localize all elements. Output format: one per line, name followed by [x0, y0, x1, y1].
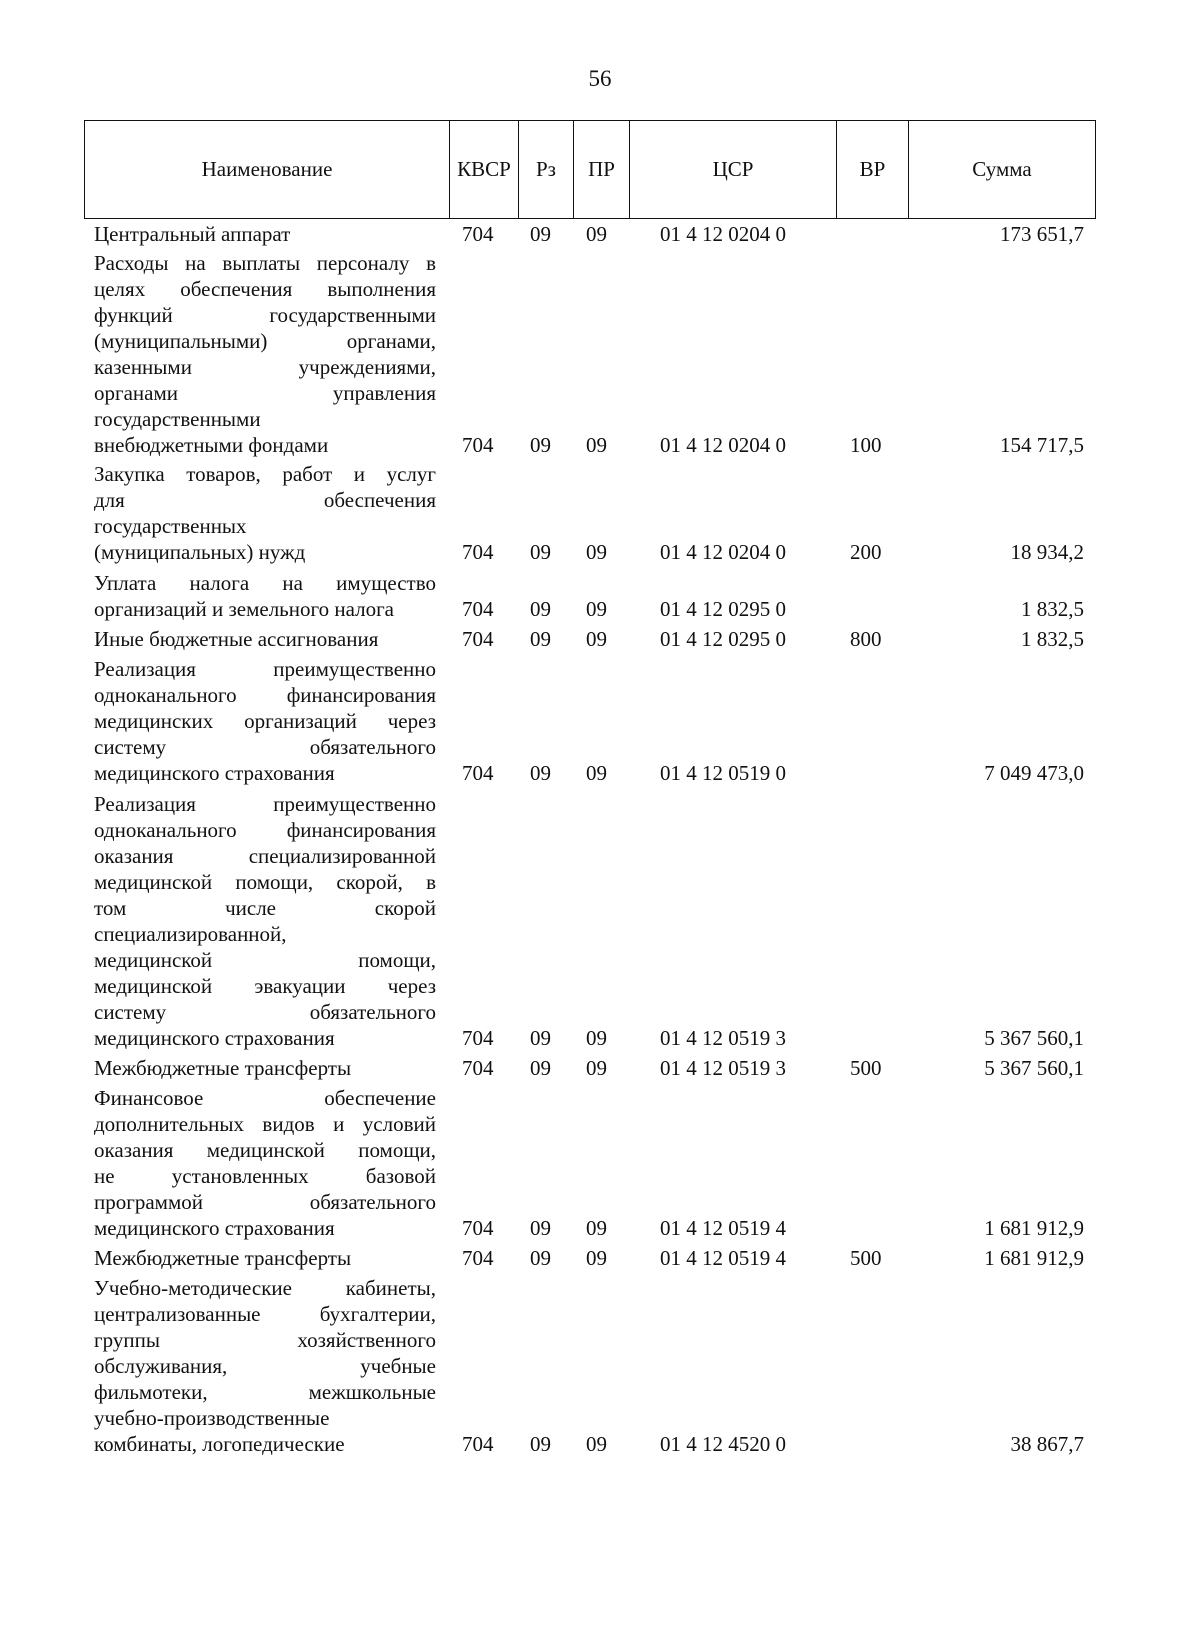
table-row [0, 1275, 1200, 1457]
row-sum: 38 867,7 [1010, 1432, 1084, 1456]
table-header [84, 120, 1096, 219]
row-csr: 01 4 12 0519 4 [660, 1246, 786, 1270]
row-name-line: медицинского страхования [94, 1216, 335, 1240]
row-name-line: одноканального финансирования [94, 683, 436, 707]
row-csr: 01 4 12 0295 0 [660, 597, 786, 621]
row-name-line: медицинской эвакуации через [94, 974, 436, 998]
header-sum: Сумма [908, 121, 1095, 218]
row-name-line: (муниципальными) органами, [94, 329, 436, 353]
header-rz: Рз [518, 121, 573, 218]
row-name [94, 1275, 436, 1457]
table-row [0, 221, 1200, 247]
header-pr: ПР [573, 121, 629, 218]
row-csr: 01 4 12 0519 3 [660, 1026, 786, 1050]
row-kvsr: 704 [462, 1026, 494, 1050]
row-pr: 09 [586, 1432, 607, 1456]
row-name-line: Закупка товаров, работ и услуг [94, 462, 436, 486]
row-name-line: Реализация преимущественно [94, 792, 436, 816]
row-name-line: оказания специализированной [94, 844, 436, 868]
row-name [94, 250, 436, 458]
row-name-line: (муниципальных) нужд [94, 540, 306, 564]
row-pr: 09 [586, 540, 607, 564]
header-vr: ВР [836, 121, 908, 218]
row-pr: 09 [586, 1216, 607, 1240]
row-kvsr: 704 [462, 1056, 494, 1080]
row-name [94, 1245, 436, 1271]
row-name-line: государственных [94, 514, 247, 538]
row-name-line: Учебно-методические кабинеты, [94, 1276, 436, 1300]
row-sum: 173 651,7 [1000, 222, 1084, 246]
row-kvsr: 704 [462, 222, 494, 246]
table-row [0, 461, 1200, 565]
row-sum: 1 832,5 [1021, 627, 1084, 651]
row-rz: 09 [530, 1432, 551, 1456]
row-csr: 01 4 12 0519 0 [660, 761, 786, 785]
row-name-line: для обеспечения [94, 488, 436, 512]
row-name-line: оказания медицинской помощи, [94, 1138, 436, 1162]
row-pr: 09 [586, 1056, 607, 1080]
row-name-line: Финансовое обеспечение [94, 1086, 436, 1110]
row-name-line: Межбюджетные трансферты [94, 1246, 352, 1270]
table-row [0, 1245, 1200, 1271]
row-name-line: целях обеспечения выполнения [94, 277, 436, 301]
row-pr: 09 [586, 761, 607, 785]
row-pr: 09 [586, 433, 607, 457]
row-name-line: Центральный аппарат [94, 222, 291, 246]
row-csr: 01 4 12 0204 0 [660, 540, 786, 564]
row-name [94, 1085, 436, 1241]
row-name-line: специализированной, [94, 922, 287, 946]
row-name [94, 656, 436, 786]
row-vr: 200 [850, 540, 882, 564]
table-row [0, 570, 1200, 622]
row-sum: 7 049 473,0 [984, 761, 1084, 785]
row-name-line: Реализация преимущественно [94, 657, 436, 681]
row-name-line: группы хозяйственного [94, 1328, 436, 1352]
row-rz: 09 [530, 540, 551, 564]
row-pr: 09 [586, 627, 607, 651]
row-kvsr: 704 [462, 597, 494, 621]
row-rz: 09 [530, 761, 551, 785]
row-name-line: организаций и земельного налога [94, 597, 394, 621]
row-name-line: государственными [94, 407, 261, 431]
table-row [0, 626, 1200, 652]
row-name-line: медицинского страхования [94, 761, 335, 785]
row-name [94, 791, 436, 1051]
row-sum: 1 681 912,9 [984, 1246, 1084, 1270]
row-pr: 09 [586, 597, 607, 621]
row-rz: 09 [530, 1216, 551, 1240]
row-name [94, 1055, 436, 1081]
row-name-line: дополнительных видов и условий [94, 1112, 436, 1136]
row-kvsr: 704 [462, 1246, 494, 1270]
row-name-line: систему обязательного [94, 735, 436, 759]
row-name-line: не установленных базовой [94, 1164, 436, 1188]
row-pr: 09 [586, 1026, 607, 1050]
table-row [0, 1085, 1200, 1241]
table-row [0, 656, 1200, 786]
row-name-line: казенными учреждениями, [94, 355, 436, 379]
row-sum: 18 934,2 [1010, 540, 1084, 564]
row-vr: 500 [850, 1246, 882, 1270]
row-pr: 09 [586, 222, 607, 246]
row-rz: 09 [530, 1026, 551, 1050]
row-name-line: обслуживания, учебные [94, 1354, 436, 1378]
row-name [94, 461, 436, 565]
row-name-line: медицинского страхования [94, 1026, 335, 1050]
row-csr: 01 4 12 0204 0 [660, 222, 786, 246]
row-kvsr: 704 [462, 540, 494, 564]
row-name [94, 221, 436, 247]
row-name-line: комбинаты, логопедические [94, 1432, 345, 1456]
table-row [0, 1055, 1200, 1081]
row-name-line: медицинских организаций через [94, 709, 436, 733]
row-rz: 09 [530, 627, 551, 651]
row-sum: 154 717,5 [1000, 433, 1084, 457]
row-sum: 1 681 912,9 [984, 1216, 1084, 1240]
row-name-line: централизованные бухгалтерии, [94, 1302, 436, 1326]
row-sum: 5 367 560,1 [984, 1026, 1084, 1050]
row-name [94, 570, 436, 622]
row-csr: 01 4 12 0519 3 [660, 1056, 786, 1080]
table-row [0, 791, 1200, 1051]
row-name-line: фильмотеки, межшкольные [94, 1380, 436, 1404]
row-name-line: учебно-производственные [94, 1406, 330, 1430]
row-sum: 5 367 560,1 [984, 1056, 1084, 1080]
row-sum: 1 832,5 [1021, 597, 1084, 621]
row-csr: 01 4 12 4520 0 [660, 1432, 786, 1456]
row-vr: 100 [850, 433, 882, 457]
row-kvsr: 704 [462, 627, 494, 651]
header-csr: ЦСР [629, 121, 836, 218]
row-kvsr: 704 [462, 1216, 494, 1240]
row-name-line: медицинской помощи, [94, 948, 436, 972]
row-rz: 09 [530, 1246, 551, 1270]
row-rz: 09 [530, 597, 551, 621]
row-name-line: внебюджетными фондами [94, 433, 329, 457]
row-name-line: одноканального финансирования [94, 818, 436, 842]
row-name-line: медицинской помощи, скорой, в [94, 870, 436, 894]
row-vr: 800 [850, 627, 882, 651]
row-pr: 09 [586, 1246, 607, 1270]
row-name-line: функций государственными [94, 303, 436, 327]
row-csr: 01 4 12 0519 4 [660, 1216, 786, 1240]
header-kvsr: КВСР [449, 121, 518, 218]
row-name-line: Уплата налога на имущество [94, 571, 436, 595]
row-name-line: Иные бюджетные ассигнования [94, 627, 379, 651]
row-name-line: Межбюджетные трансферты [94, 1056, 352, 1080]
table-row [0, 250, 1200, 458]
row-vr: 500 [850, 1056, 882, 1080]
row-name-line: Расходы на выплаты персоналу в [94, 251, 436, 275]
row-csr: 01 4 12 0295 0 [660, 627, 786, 651]
row-kvsr: 704 [462, 433, 494, 457]
page-number: 56 [588, 66, 612, 91]
row-name-line: систему обязательного [94, 1000, 436, 1024]
row-name-line: органами управления [94, 381, 436, 405]
row-kvsr: 704 [462, 761, 494, 785]
row-name-line: том числе скорой [94, 896, 436, 920]
row-csr: 01 4 12 0204 0 [660, 433, 786, 457]
row-name [94, 626, 436, 652]
row-rz: 09 [530, 1056, 551, 1080]
row-rz: 09 [530, 433, 551, 457]
row-name-line: программой обязательного [94, 1190, 436, 1214]
row-rz: 09 [530, 222, 551, 246]
header-name: Наименование [201, 157, 333, 181]
row-kvsr: 704 [462, 1432, 494, 1456]
